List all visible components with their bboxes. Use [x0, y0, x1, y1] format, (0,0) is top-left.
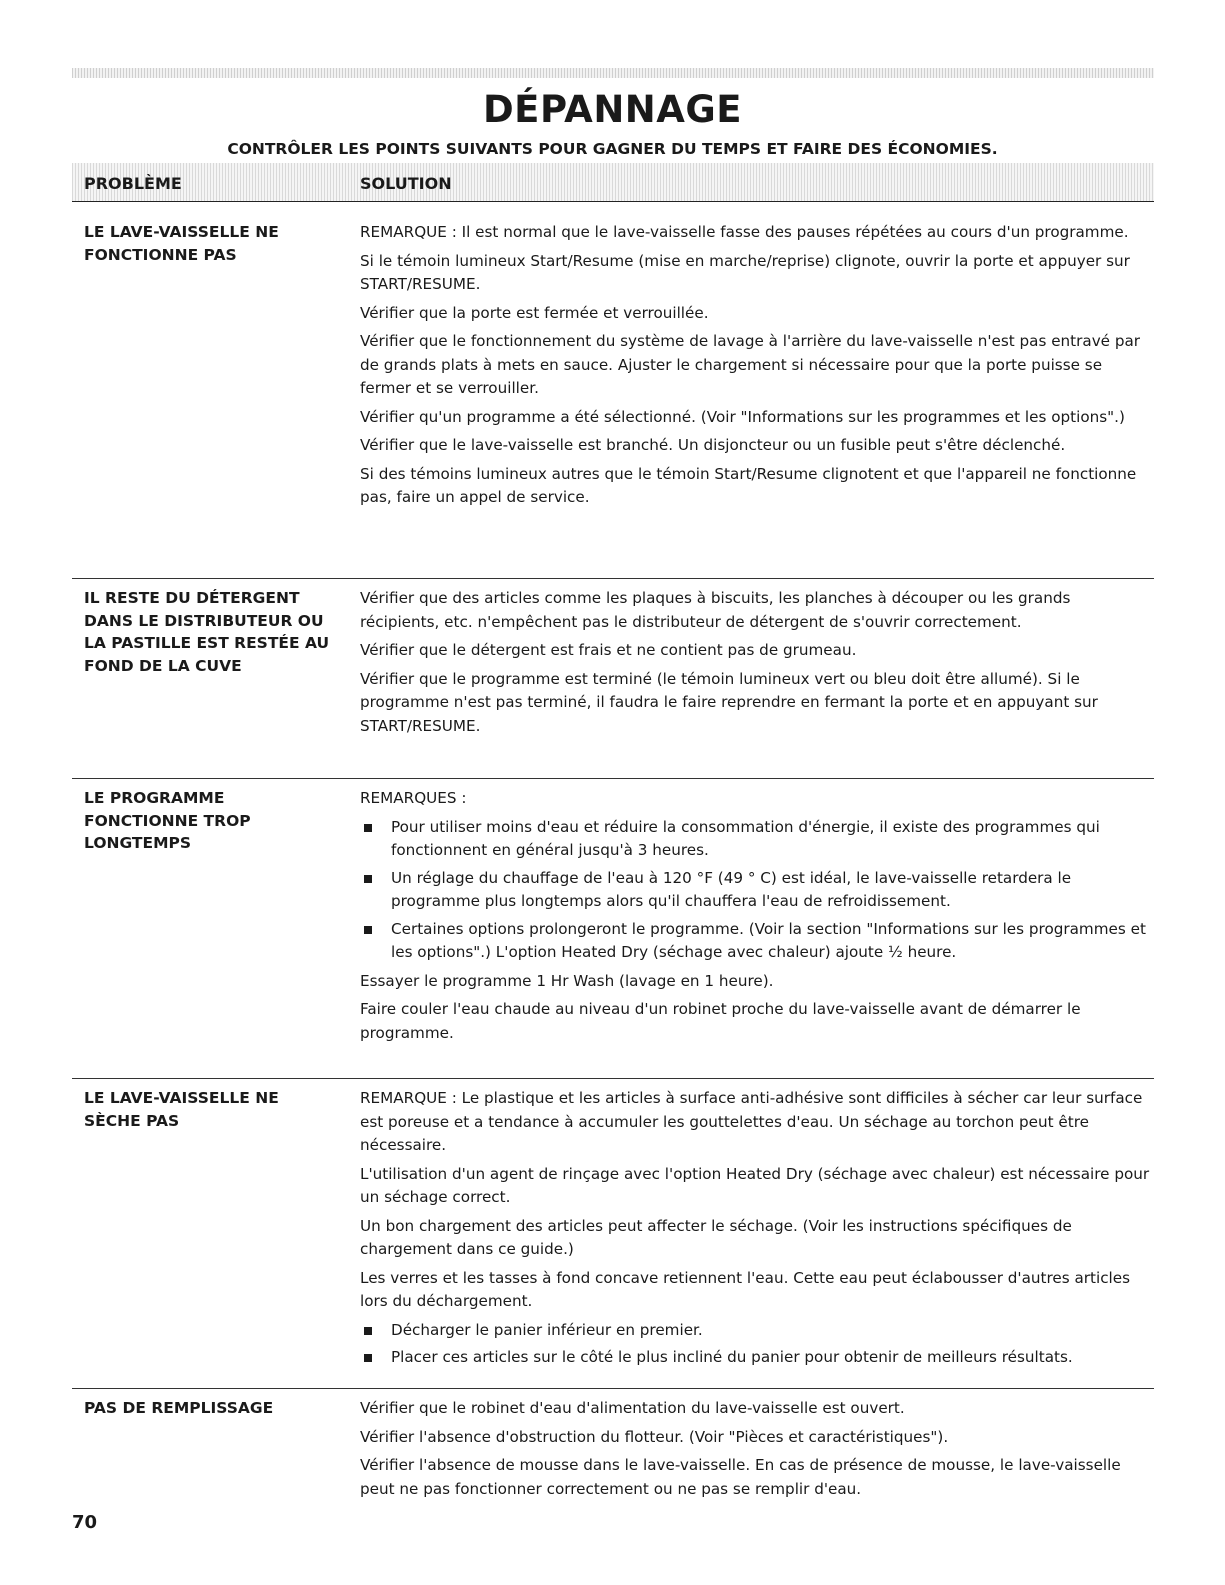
list-item-text: Un réglage du chauffage de l'eau à 120 °F (49 ° C) est idéal, le lave-vaisselle retardera le programme plus longtemps alors qu'il chauffera l'eau de refroidissement. — [391, 868, 1072, 910]
solution-cell — [360, 1087, 1150, 1375]
problem-line: SÈCHE PAS — [84, 1111, 180, 1130]
table-header — [72, 163, 1154, 202]
solution-text: Vérifier que des articles comme les plaques à biscuits, les planches à découper ou les grands récipients, etc. n'empêchent pas le distributeur de détergent de s'ouvrir correctement. — [360, 589, 1071, 631]
solution-cell — [360, 587, 1150, 743]
problem-cell — [84, 1397, 349, 1420]
list-item-text: Certaines options prolongeront le programme. (Voir la section "Informations sur les programmes et les options".) L'option Heated Dry (séchage avec chaleur) ajoute ½ heure. — [391, 919, 1146, 961]
solution-text: Vérifier que le fonctionnement du système de lavage à l'arrière du lave-vaisselle n'est pas entravé par de grands plats à mets en sauce. Ajuster le chargement si nécessaire pour que la porte puisse se fermer et se verrouiller. — [360, 332, 1141, 397]
top-decorative-bar — [72, 68, 1154, 78]
problem-line: PAS DE REMPLISSAGE — [84, 1399, 274, 1417]
page-number: 70 — [72, 1512, 98, 1533]
problem-line: IL RESTE DU DÉTERGENT — [84, 589, 300, 607]
page-title: DÉPANNAGE — [482, 88, 743, 131]
solution-text: Vérifier que le lave-vaisselle est branché. Un disjoncteur ou un fusible peut s'être déclenché. — [360, 436, 1066, 454]
bullet-list — [360, 1319, 1150, 1370]
problem-line: FOND DE LA CUVE — [84, 656, 242, 675]
solution-text: Vérifier qu'un programme a été sélectionné. (Voir "Informations sur les programmes et les options".) — [360, 407, 1125, 426]
solution-text: L'utilisation d'un agent de rinçage avec l'option Heated Dry (séchage avec chaleur) est nécessaire pour un séchage correct. — [360, 1164, 1150, 1206]
solution-cell — [360, 221, 1150, 515]
list-item-text: Pour utiliser moins d'eau et réduire la consommation d'énergie, il existe des programmes qui fonctionnent en général jusqu'à 3 heures. — [391, 817, 1100, 859]
solution-text: Vérifier l'absence de mousse dans le lave-vaisselle. En cas de présence de mousse, le lave-vaisselle peut ne pas fonctionner correctement ou ne pas se remplir d'eau. — [360, 1456, 1121, 1498]
solution-text: Un bon chargement des articles peut affecter le séchage. (Voir les instructions spécifiques de chargement dans ce guide.) — [360, 1216, 1072, 1258]
problem-cell — [84, 1087, 349, 1132]
list-item — [360, 1346, 1150, 1370]
problem-line: DANS LE DISTRIBUTEUR OU — [84, 611, 324, 630]
solution-text: Si des témoins lumineux autres que le témoin Start/Resume clignotent et que l'appareil ne fonctionne pas, faire un appel de service. — [360, 464, 1137, 506]
solution-text: Vérifier que le détergent est frais et ne contient pas de grumeau. — [360, 641, 857, 659]
problem-cell — [84, 787, 349, 855]
solution-cell — [360, 787, 1150, 1050]
table-row — [72, 1078, 1154, 1385]
list-item — [360, 1319, 1150, 1343]
solution-text: REMARQUE : Le plastique et les articles à surface anti-adhésive sont difficiles à sécher car leur surface est poreuse et a tendance à accumuler les gouttelettes d'eau. Un séchage au torchon peut être nécessaire. — [360, 1089, 1143, 1154]
table-row — [72, 220, 1154, 576]
problem-line: FONCTIONNE PAS — [84, 245, 237, 264]
solution-cell — [360, 1397, 1150, 1506]
list-item — [360, 867, 1150, 914]
list-item-text: Placer ces articles sur le côté le plus incliné du panier pour obtenir de meilleurs résultats. — [391, 1348, 1073, 1366]
table-row — [72, 778, 1154, 1077]
square-bullet-icon — [364, 1354, 372, 1362]
list-item-text: Décharger le panier inférieur en premier. — [391, 1320, 703, 1339]
solution-text: Faire couler l'eau chaude au niveau d'un robinet proche du lave-vaisselle avant de démarrer le programme. — [360, 1000, 1081, 1042]
solution-text: Essayer le programme 1 Hr Wash (lavage en 1 heure). — [360, 971, 774, 990]
bullet-list — [360, 816, 1150, 965]
problem-line: LE LAVE-VAISSELLE NE — [84, 1089, 279, 1107]
solution-text: Vérifier que le programme est terminé (le témoin lumineux vert ou bleu doit être allumé). Si le programme n'est pas terminé, il faudra le faire reprendre en fermant la porte et en appuyant sur START/RESUME. — [360, 669, 1098, 735]
solution-text: Vérifier que le robinet d'eau d'alimentation du lave-vaisselle est ouvert. — [360, 1399, 905, 1417]
solution-text: REMARQUES : — [360, 789, 467, 807]
problem-line: FONCTIONNE TROP — [84, 811, 251, 830]
page-subtitle: CONTRÔLER LES POINTS SUIVANTS POUR GAGNER DU TEMPS ET FAIRE DES ÉCONOMIES. — [227, 140, 998, 158]
problem-line: LE PROGRAMME — [84, 789, 225, 807]
solution-text: Si le témoin lumineux Start/Resume (mise en marche/reprise) clignote, ouvrir la porte et appuyer sur START/RESUME. — [360, 251, 1130, 293]
problem-cell — [84, 221, 349, 266]
column-header-problem: PROBLÈME — [84, 174, 182, 193]
solution-text: Les verres et les tasses à fond concave retiennent l'eau. Cette eau peut éclabousser d'autres articles lors du déchargement. — [360, 1268, 1131, 1310]
square-bullet-icon — [364, 926, 372, 934]
problem-line: LONGTEMPS — [84, 834, 192, 852]
problem-cell — [84, 587, 349, 677]
square-bullet-icon — [364, 1327, 372, 1335]
solution-text: Vérifier que la porte est fermée et verrouillée. — [360, 303, 709, 322]
table-row — [72, 1388, 1154, 1507]
column-header-solution: SOLUTION — [360, 174, 452, 193]
square-bullet-icon — [364, 875, 372, 883]
square-bullet-icon — [364, 824, 372, 832]
table-row — [72, 578, 1154, 777]
problem-line: LA PASTILLE EST RESTÉE AU — [84, 634, 330, 652]
problem-line: LE LAVE-VAISSELLE NE — [84, 223, 279, 241]
list-item — [360, 918, 1150, 965]
list-item — [360, 816, 1150, 863]
solution-text: Vérifier l'absence d'obstruction du flotteur. (Voir "Pièces et caractéristiques"). — [360, 1427, 949, 1446]
solution-text: REMARQUE : Il est normal que le lave-vaisselle fasse des pauses répétées au cours d'un programme. — [360, 223, 1129, 241]
